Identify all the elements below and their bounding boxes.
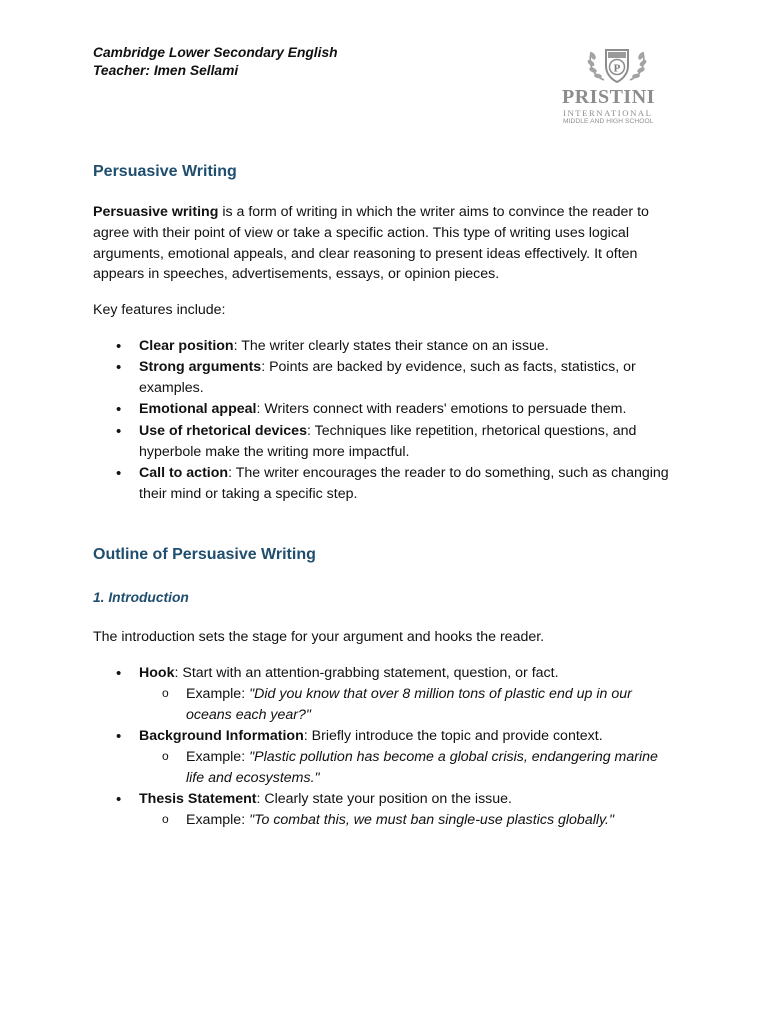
list-item-term: Strong arguments [139,359,262,375]
list-item [139,399,679,420]
list-item-term: Emotional appeal [139,401,257,417]
example-label: Example: [186,686,250,702]
logo-name: PRISTINI [562,86,655,108]
teacher-name: Teacher: Imen Sellami [93,62,239,78]
intro-paragraph [93,202,683,285]
list-item [139,663,679,684]
example-text: "Did you know that over 8 million tons of plastic end up in our oceans each year?" [186,686,632,723]
list-item [139,463,679,505]
list-item [139,336,679,357]
list-item [139,726,679,747]
section-title-persuasive-writing: Persuasive Writing [93,163,237,180]
list-item-term: Thesis Statement [139,791,257,807]
example-label: Example: [186,812,250,828]
outline-intro: The introduction sets the stage for your argument and hooks the reader. [93,629,545,645]
list-item [139,421,679,463]
document-header [93,44,338,79]
list-item-term: Background Information [139,728,304,744]
logo-letter: P [613,62,621,75]
subsection-title-introduction: 1. Introduction [93,590,189,605]
list-item-term: Clear position [139,338,234,354]
list-item-term: Use of rhetorical devices [139,423,307,439]
intro-term: Persuasive writing [93,204,219,220]
list-item-text: : The writer encourages the reader to do something, such as changing their mind or taking a specific step. [139,465,669,502]
list-item-term: Hook [139,665,175,681]
list-item-text: : Clearly state your position on the issue. [256,791,512,807]
list-item [139,357,679,399]
list-item-text: : Techniques like repetition, rhetorical questions, and hyperbole make the writing more impactful. [139,423,637,460]
course-name: Cambridge Lower Secondary English [93,45,338,60]
example-item [186,684,666,726]
example-text: "To combat this, we must ban single-use plastics globally." [249,812,615,828]
example-item [186,747,666,789]
example-label: Example: [186,749,250,765]
list-item-text: : Writers connect with readers' emotions to persuade them. [256,401,627,417]
list-item [139,789,679,810]
list-item-text: : Points are backed by evidence, such as facts, statistics, or examples. [139,359,636,396]
list-item-text: : Start with an attention-grabbing statement, question, or fact. [174,665,559,681]
crest-icon [558,44,676,88]
list-item-text: : The writer clearly states their stance on an issue. [233,338,549,354]
intro-text: is a form of writing in which the writer aims to convince the reader to agree with their point of view or take a specific action. This type of writing uses logical arguments, emotional appeals, and clear reasoning to present ideas effectively. It often appears in speeches, advertisements, essays, or opinion pieces. [93,204,649,283]
list-item-term: Call to action [139,465,229,481]
list-item-text: : Briefly introduce the topic and provide context. [303,728,603,744]
example-item [186,810,666,831]
section-title-outline: Outline of Persuasive Writing [93,546,316,563]
features-label: Key features include: [93,302,226,318]
logo-line2: MIDDLE AND HIGH SCHOOL [563,118,654,125]
school-logo [558,44,676,130]
logo-line1: INTERNATIONAL [563,108,653,118]
example-text: "Plastic pollution has become a global crisis, endangering marine life and ecosystems." [186,749,658,786]
